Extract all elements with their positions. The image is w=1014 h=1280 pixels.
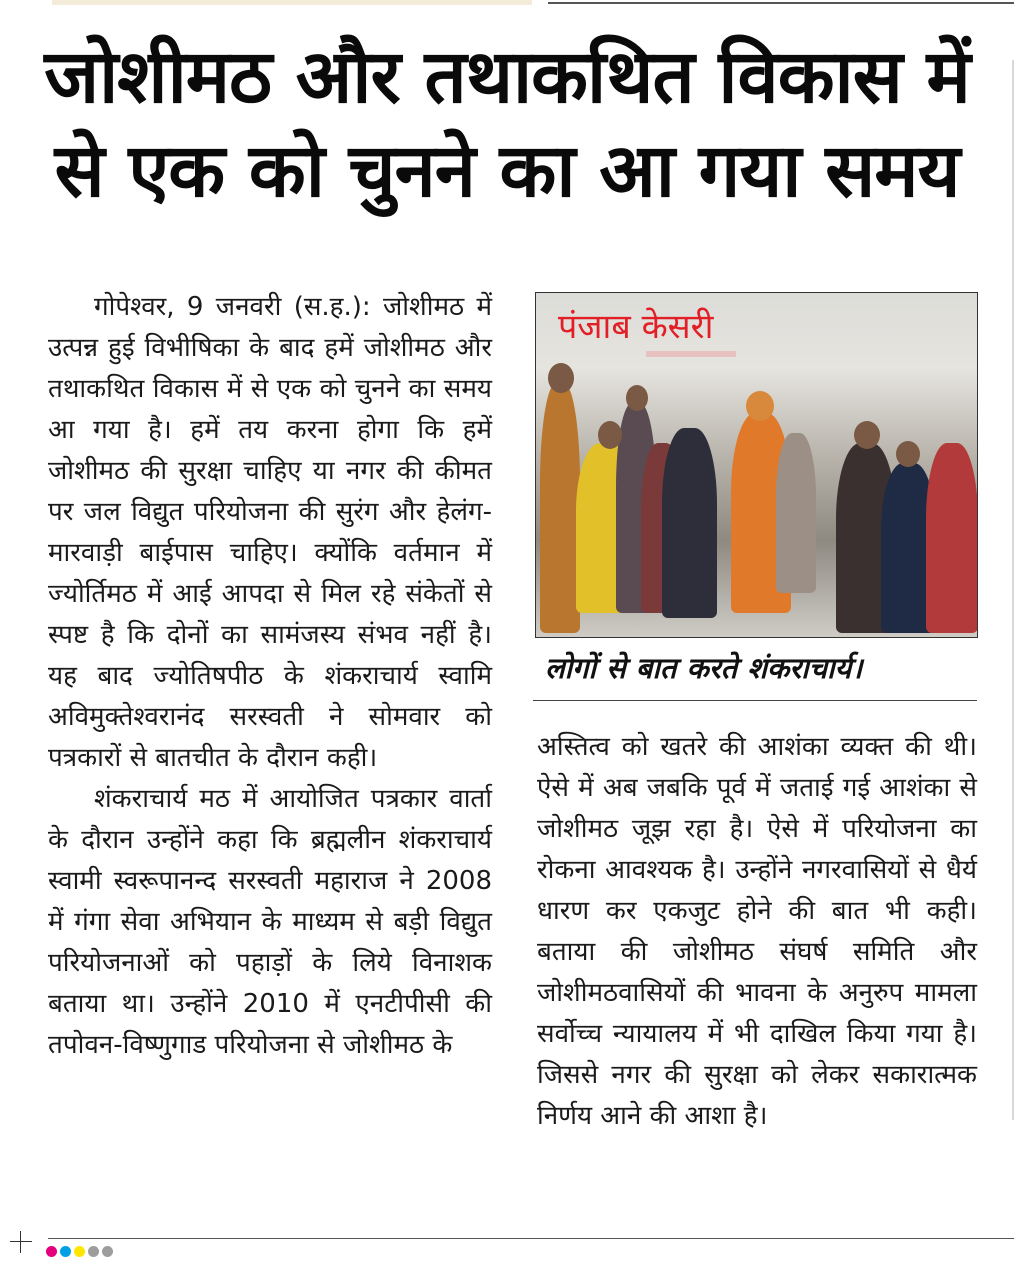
brand-subline xyxy=(646,351,736,357)
yellow-dot-icon xyxy=(74,1246,85,1257)
brand-watermark: पंजाब केसरी xyxy=(558,307,714,347)
bottom-rule xyxy=(48,1238,1014,1239)
article-paragraph-2: शंकराचार्य मठ में आयोजित पत्रकार वार्ता के दौरान उन्होंने कहा कि ब्रह्मलीन शंकराचार्य स्वामी स्वरूपानन्द सरस्वती महाराज ने 2008 में गंगा सेवा अभियान के माध्यम से बड़ी विद्युत परियोजनाओं को पहाड़ों के लिये विनाशक बताया था। उन्होंने 2010 में एनटीपीसी की तपोवन-विष्णुगाड परियोजना से जोशीमठ के xyxy=(48,784,492,1060)
magenta-dot-icon xyxy=(46,1246,57,1257)
caption-rule xyxy=(533,700,977,701)
article-paragraph-3: अस्तित्व को खतरे की आशंका व्यक्त की थी। ऐसे में अब जबकि पूर्व में जताई गई आशंका से जोशीमठ जूझ रहा है। ऐसे में परियोजना का रोकना आवश्यक है। उन्होंने नगरवासियों से धैर्य धारण कर एकजुट होने की बात भी कही। बताया की जोशीमठ संघर्ष समिति और जोशीमठवासियों की भावना के अनुरुप मामला सर्वोच्च न्यायालय में भी दाखिल किया गया है। जिससे नगर की सुरक्षा को लेकर सकारात्मक निर्णय आने की आशा है। xyxy=(537,732,977,1131)
photo-caption: लोगों से बात करते शंकराचार्य। xyxy=(545,651,863,685)
grey-dot-icon xyxy=(88,1246,99,1257)
article-column-right xyxy=(537,727,977,1137)
grey-dot-icon xyxy=(102,1246,113,1257)
headline-line-2: से एक को चुनने का आ गया समय xyxy=(54,128,960,214)
article-column-left xyxy=(48,287,492,1066)
headline xyxy=(40,30,974,218)
top-rule xyxy=(548,2,1014,4)
registration-dots xyxy=(46,1246,113,1257)
cyan-dot-icon xyxy=(60,1246,71,1257)
news-photo xyxy=(535,292,978,638)
headline-line-1: जोशीमठ और तथाकथित विकास में xyxy=(44,34,970,120)
registration-crosshair-icon xyxy=(10,1231,32,1253)
article-paragraph-1: गोपेश्वर, 9 जनवरी (स.ह.): जोशीमठ में उत्पन्न हुई विभीषिका के बाद हमें जोशीमठ और तथाकथित विकास में से एक को चुनने का समय आ गया है। हमें तय करना होगा कि हमें जोशीमठ की सुरक्षा चाहिए या नगर की कीमत पर जल विद्युत परियोजना की सुरंग और हेलंग-मारवाड़ी बाईपास चाहिए। क्योंकि वर्तमान में ज्योर्तिमठ में आई आपदा से मिल रहे संकेतों से स्पष्ट है कि दोनों का सामंजस्य संभव नहीं है। यह बाद ज्योतिषपीठ के शंकराचार्य स्वामि अविमुक्तेश्वरानंद सरस्वती ने सोमवार को पत्रकारों से बातचीत के दौरान कही। xyxy=(48,292,492,773)
top-paper-strip xyxy=(52,0,532,5)
